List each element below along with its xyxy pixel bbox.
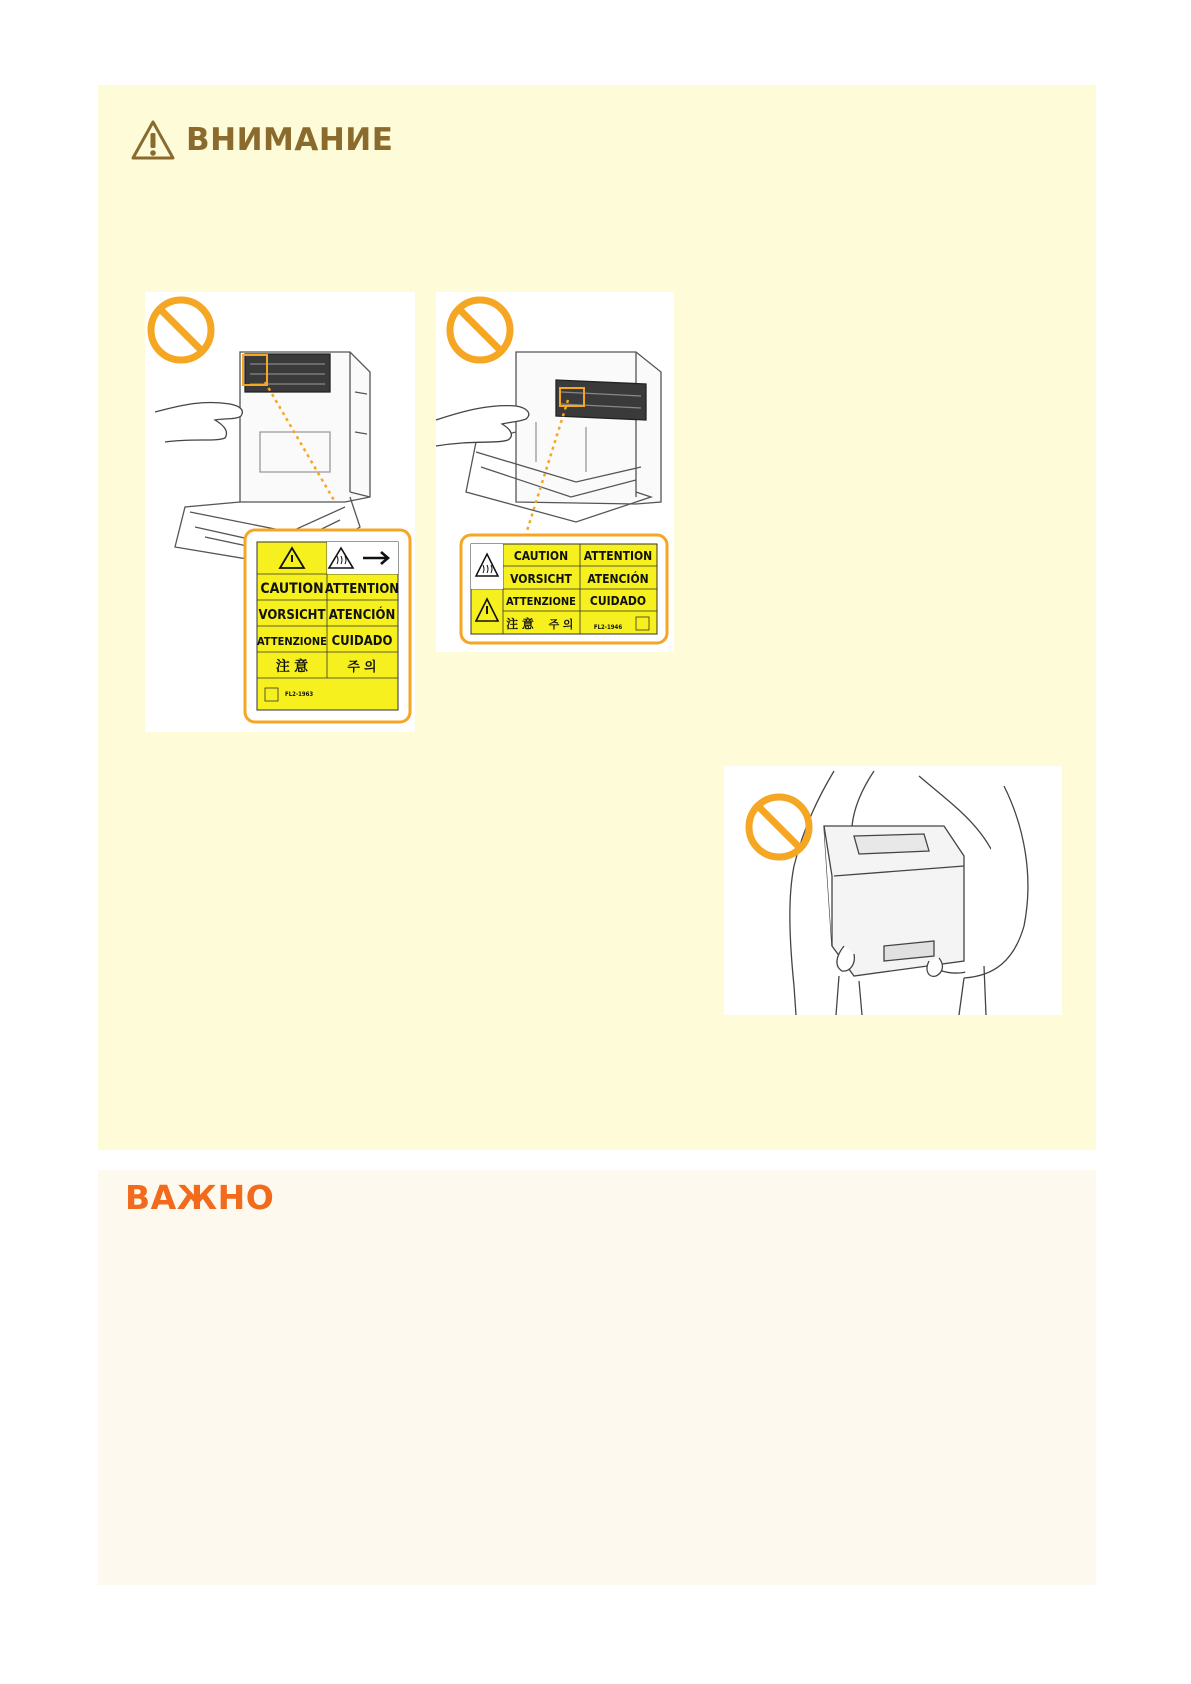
label-code: FL2-1963 [285,691,314,698]
illustration-printer-open-cover-2 [436,292,674,652]
label-attenzione: ATTENZIONE [506,595,576,608]
important-title: ВАЖНО [125,1178,275,1217]
label-attention: ATTENTION [583,549,653,563]
prohibition-sign [151,300,211,360]
label-korean: 주 의 [347,660,377,675]
label-caution: CAUTION [513,549,569,563]
label-atencion: ATENCIÓN [587,572,649,586]
label-vorsicht: VORSICHT [510,572,572,586]
label-cuidado: CUIDADO [331,634,393,649]
important-section [98,1170,1096,1585]
caution-title: ВНИМАНИЕ [186,122,394,158]
prohibition-sign [450,300,510,360]
label-attention: ATTENTION [324,582,400,597]
label-cuidado: CUIDADO [589,594,647,608]
prohibition-sign [749,797,809,857]
label-chinese: 注 意 [506,617,534,631]
label-korean: 주 의 [548,618,574,631]
label-code: FL2-1946 [593,624,623,631]
label-caution: CAUTION [260,581,324,597]
illustration-lifting-printer [724,766,1062,1015]
label-vorsicht: VORSICHT [258,608,326,623]
caution-header [130,118,393,162]
label-chinese: 注 意 [275,659,309,675]
label-attenzione: ATTENZIONE [257,635,327,648]
label-atencion: ATENCIÓN [328,608,396,623]
illustration-printer-open-cover-1 [145,292,415,732]
warning-triangle-icon [130,119,176,161]
